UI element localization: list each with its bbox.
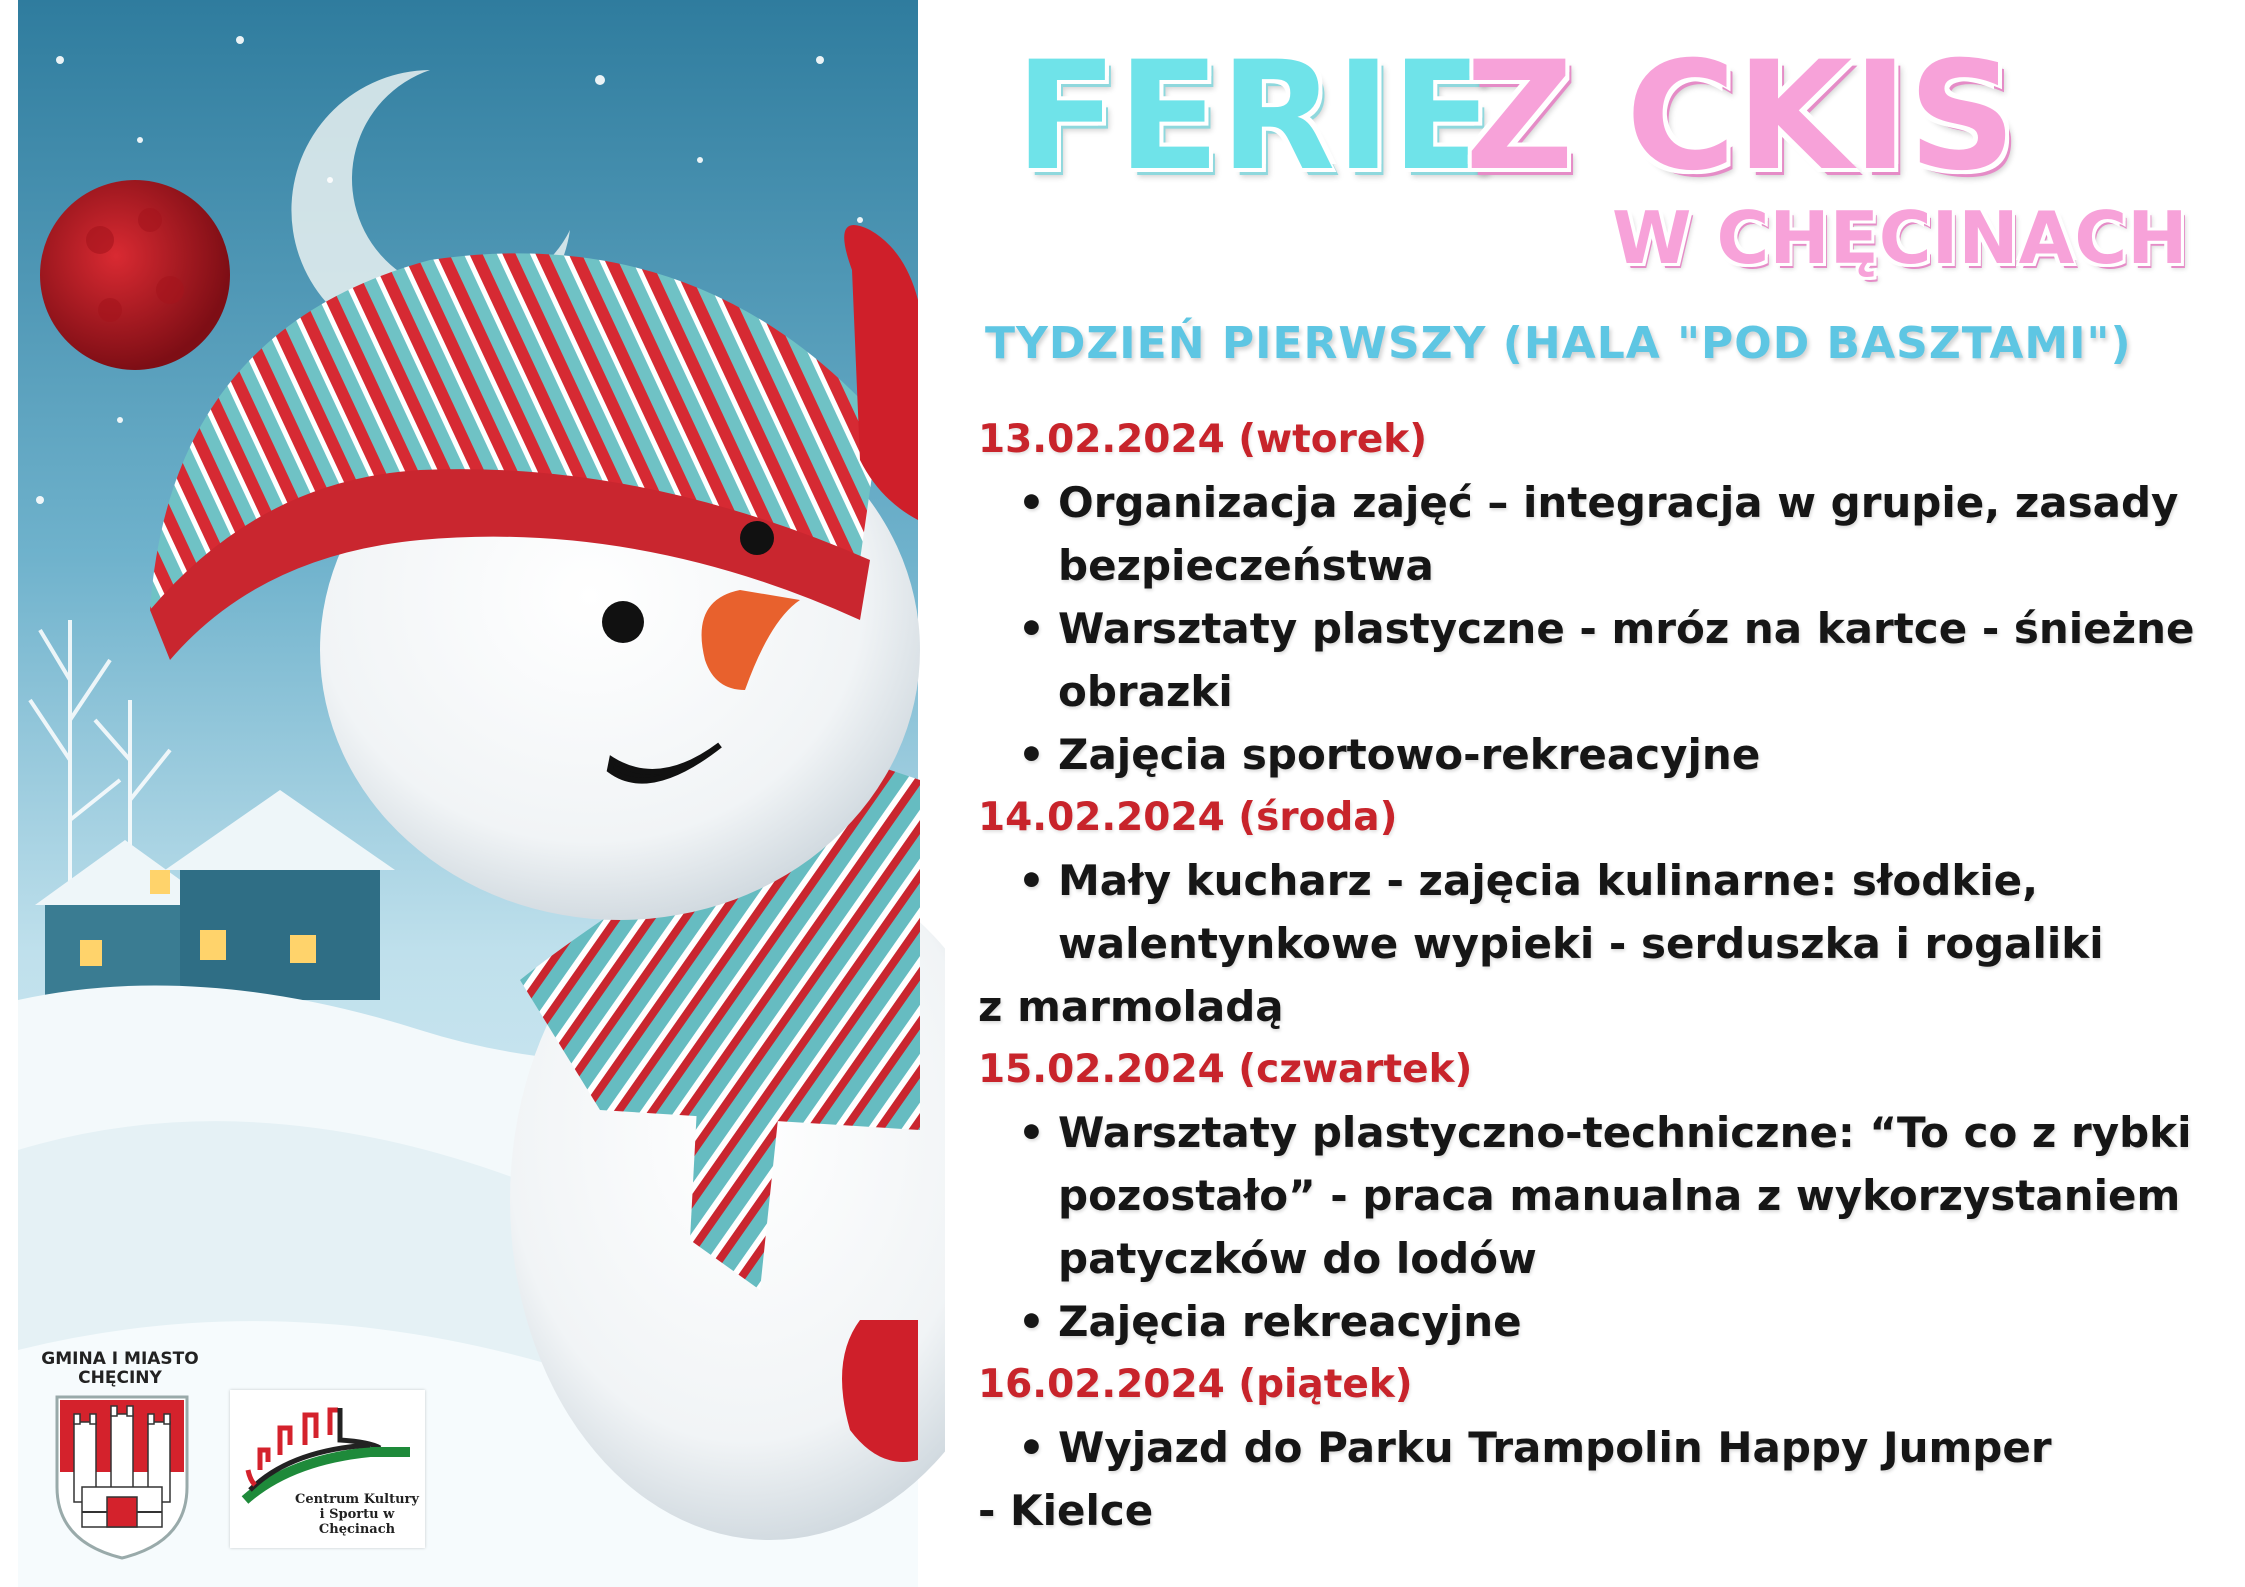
item-line: Warsztaty plastyczne - mróz na kartce - śnieżne [1058,604,2195,653]
day-date: 14.02.2024 (środa) [978,795,1398,840]
item-line: bezpieczeństwa [1058,541,1434,590]
bullet-icon: • [1018,478,1045,527]
item-line: obrazki [1058,667,1233,716]
week-subtitle: TYDZIEŃ PIERWSZY (HALA "POD BASZTAMI") [985,318,2132,369]
item-line: Warsztaty plastyczno-techniczne: “To co z rybki [1058,1108,2192,1157]
list-item [978,1290,2218,1353]
bullet-icon: • [1018,1297,1045,1346]
item-line: walentynkowe wypieki - serduszka i rogaliki [1058,919,2104,968]
bullet-icon: • [1018,730,1045,779]
ckis-name: Centrum Kultury i Sportu w Chęcinach [295,1492,419,1537]
checiny-crest-icon [52,1392,192,1562]
bullet-icon: • [1018,1108,1045,1157]
item-line: Wyjazd do Parku Trampolin Happy Jumper [1058,1423,2052,1472]
list-item [978,723,2218,786]
bullet-icon: • [1018,1423,1045,1472]
item-line: Mały kucharz - zajęcia kulinarne: słodkie, [1058,856,2039,905]
title-location: W CHĘCINACH [1612,196,2188,280]
item-continuation: - Kielce [978,1486,1154,1535]
day-date: 16.02.2024 (piątek) [978,1362,1413,1407]
list-item [978,597,2218,723]
list-item [978,1101,2218,1290]
item-line: patyczków do lodów [1058,1234,1537,1283]
item-line: Zajęcia sportowo-rekreacyjne [1058,730,1761,779]
day-date: 13.02.2024 (wtorek) [978,417,1428,462]
item-line: Organizacja zajęć – integracja w grupie, zasady [1058,478,2179,527]
item-line: pozostało” - praca manualna z wykorzystaniem [1058,1171,2181,1220]
list-item [978,1416,2218,1479]
item-line: Zajęcia rekreacyjne [1058,1297,1522,1346]
list-item [978,471,2218,597]
day-date: 15.02.2024 (czwartek) [978,1047,1473,1092]
gmina-label: GMINA I MIASTO CHĘCINY [41,1349,199,1388]
bullet-icon: • [1018,856,1045,905]
title-z-ckis: Z CKIS [1465,30,2017,204]
title-ferie: FERIE [1015,30,1494,204]
bullet-icon: • [1018,604,1045,653]
schedule-list [978,408,2218,1542]
item-continuation: z marmoladą [978,982,1284,1031]
list-item [978,849,2218,975]
